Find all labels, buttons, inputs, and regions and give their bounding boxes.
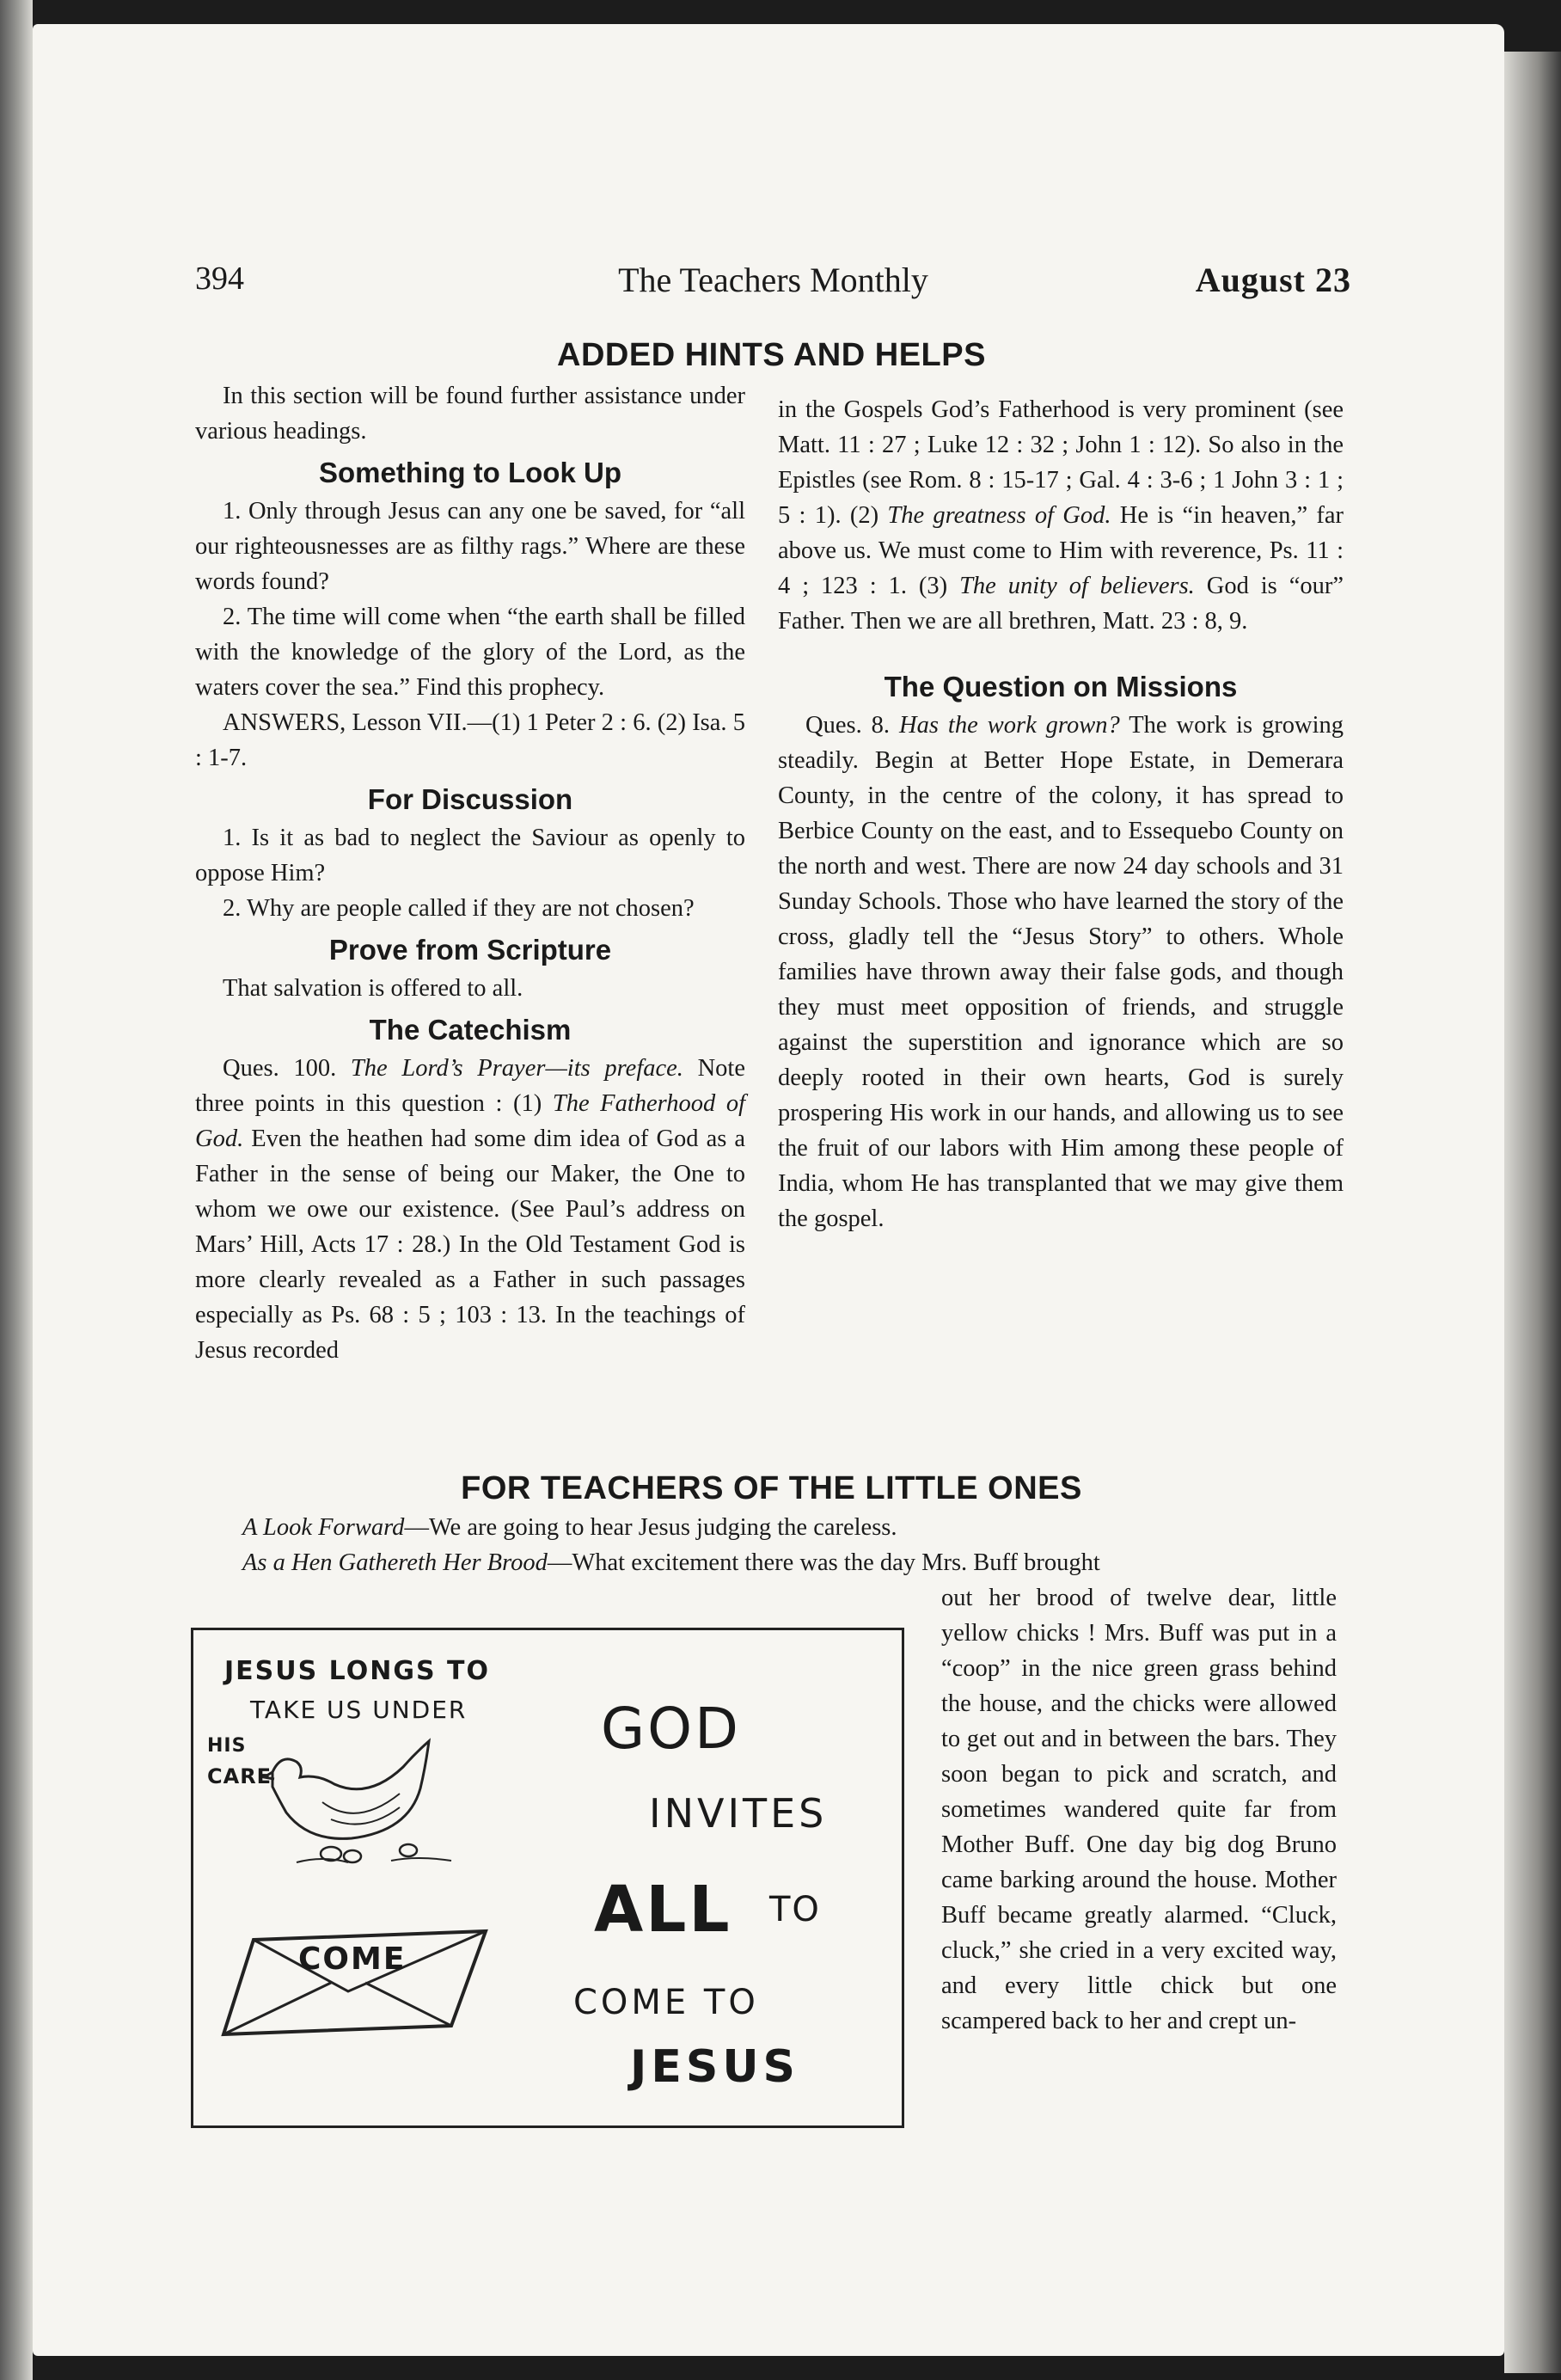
drawing-text-longs: JESUS LONGS TO (224, 1656, 490, 1686)
missions-paragraph: Ques. 8. Has the work grown? The work is growing steadily. Begin at Better Hope Estate, in Demerara County, in the centre of the colony, it has spread to Berbice County on the east, and to Essequebo County on the north and west. There are now 24 day schools and 31 Sunday Schools. Those who have learned the story of the cross, gladly tell the “Jesus Story” to others. Whole families have thrown away their false gods, and though they must meet opposition of friends, and struggle against the superstition and ignorance which are so deeply rooted in their own hearts, God is surely prospering His work in our hands, and allowing us to see the fruit of our labors with Him among these people of India, whom He has transplanted that we may give them the gospel. (778, 712, 1344, 1232)
hen-paragraph-start: As a Hen Gathereth Her Brood—What excitement there was the day Mrs. Buff brought (242, 1549, 1100, 1576)
catechism-continued: in the Gospels God’s Fatherhood is very prominent (see Matt. 11 : 27 ; Luke 12 : 32 ; John 1 : 12). So also in the Epistles (see Rom. 8 : 15-17 ; Gal. 4 : 3-6 ; 1 John 3 : 1 ; 5 : 1). (2) The greatness of God. He is “in heaven,” far above us. We must come to Him with reverence, Ps. 11 : 4 ; 123 : 1. (3) The unity of believers. God is “our” Father. Then we are all brethren, Matt. 23 : 8, 9. (778, 396, 1344, 635)
right-column (778, 392, 1344, 1236)
book-spine (0, 0, 33, 2380)
issue-date: August 23 (1195, 261, 1351, 299)
hen-story-column (941, 1580, 1337, 2039)
heading-look-up: Something to Look Up (319, 457, 621, 488)
section-title-hints: ADDED HINTS AND HELPS (557, 337, 986, 373)
catechism-paragraph: Ques. 100. The Lord’s Prayer—its preface. Note three points in this question : (1) The Fatherhood of God. Even the heathen had some dim idea of God as a Father in the sense of being our Maker, the One to whom we owe our existence. (See Paul’s address on Mars’ Hill, Acts 17 : 28.) In the Old Testament God is more clearly revealed as a Father in such passages especially as Ps. 68 : 5 ; 103 : 13. In the teachings of Jesus recorded (195, 1055, 745, 1364)
drawing-text-his: HIS (207, 1735, 247, 1757)
hen-paragraph-continued: out her brood of twelve dear, little yellow chicks ! Mrs. Buff was put in a “coop” in the nice green grass behind the house, and the chicks were allowed to get out and in between the bars. They soon began to pick and scratch, and sometimes wandered quite far from Mother Buff. One day big dog Bruno came barking around the house. Mother Buff became greatly alarmed. “Cluck, cluck,” she cried in a very excited way, and every little chick but one scampered back to her and crept un- (941, 1585, 1337, 2034)
look-up-q2: 2. The time will come when “the earth shall be filled with the knowledge of the glory of the Lord, as the waters cover the sea.” Find this prophecy. (195, 604, 745, 701)
discussion-q1: 1. Is it as bad to neglect the Saviour as openly to oppose Him? (195, 825, 745, 886)
drawing-text-take: TAKE US UNDER (250, 1696, 468, 1724)
drawing-text-care: CARE (207, 1764, 272, 1788)
little-ones-intro (195, 1510, 1347, 1580)
heading-missions: The Question on Missions (884, 671, 1238, 702)
answers-paragraph: ANSWERS, Lesson VII.—(1) 1 Peter 2 : 6. (2) Isa. 5 : 1-7. (195, 709, 745, 771)
section-title-little-ones: FOR TEACHERS OF THE LITTLE ONES (461, 1470, 1082, 1506)
look-forward-paragraph: A Look Forward—We are going to hear Jesus judging the careless. (242, 1514, 897, 1541)
look-up-q1: 1. Only through Jesus can any one be saved, for “all our righteousnesses are as filthy rags.” Where are these words found? (195, 498, 745, 595)
drawing-text-come-to: COME TO (573, 1983, 759, 2022)
heading-scripture: Prove from Scripture (328, 934, 612, 966)
discussion-q2: 2. Why are people called if they are not chosen? (223, 895, 695, 922)
drawing-text-god: GOD (601, 1696, 741, 1762)
intro-paragraph: In this section will be found further assistance under various headings. (195, 383, 745, 445)
blackboard-drawing (191, 1628, 904, 2128)
page-number: 394 (195, 261, 244, 297)
drawing-text-to: TO (769, 1890, 821, 1929)
drawing-text-invites: INVITES (649, 1790, 828, 1837)
page-edge (1504, 52, 1561, 2373)
envelope-icon (219, 1923, 494, 2043)
left-column (195, 378, 745, 1368)
drawing-text-all: ALL (594, 1873, 732, 1947)
page-header (195, 260, 1351, 311)
hen-icon (262, 1725, 468, 1871)
drawing-text-jesus: JESUS (630, 2041, 799, 2093)
running-title: The Teachers Monthly (618, 261, 928, 299)
drawing-text-come-envelope: COME (298, 1941, 407, 1977)
heading-catechism: The Catechism (369, 1014, 572, 1046)
heading-discussion: For Discussion (367, 783, 573, 815)
scripture-text: That salvation is offered to all. (223, 975, 523, 1002)
